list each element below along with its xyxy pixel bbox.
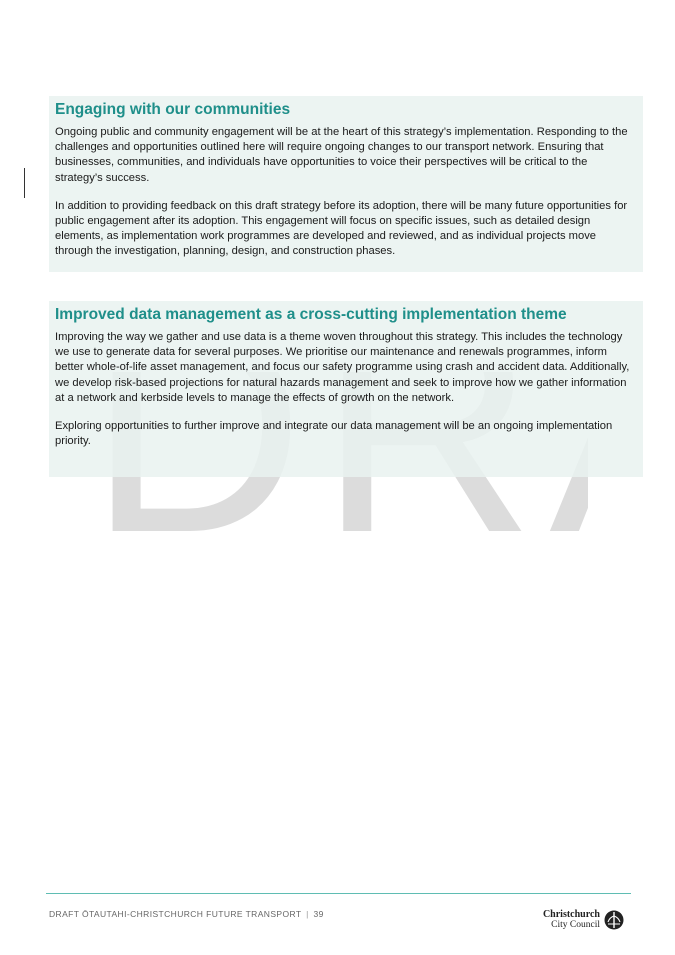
footer-separator: | (306, 909, 309, 919)
footer-divider (46, 893, 631, 894)
logo-line-2: City Council (551, 920, 600, 930)
footer-document-title (49, 909, 324, 919)
section-data-management (49, 301, 643, 477)
logo-wordmark (543, 910, 600, 930)
page-number: 39 (313, 909, 324, 919)
section-paragraph: Improving the way we gather and use data is a theme woven throughout this strategy. This includes the technology we use to generate data for several purposes. We prioritise our maintenance and renewals programmes, inform better whole-of-life asset management, and focus our safety programme using crash and accident data. Additionally, we develop risk-based projections for natural hazards management and seek to improve how we gather information at a network and kerbside levels to manage the effects of growth on the network. (55, 331, 630, 404)
section-heading: Improved data management as a cross-cutting implementation theme (55, 306, 567, 323)
council-emblem-icon (604, 910, 624, 930)
section-heading: Engaging with our communities (55, 101, 291, 118)
christchurch-city-council-logo (540, 908, 630, 934)
footer-title: DRAFT ŌTAUTAHI-CHRISTCHURCH FUTURE TRANSPORT (49, 909, 302, 919)
section-paragraph: Exploring opportunities to further improve and integrate our data management will be an ongoing implementation priority. (55, 420, 613, 448)
section-paragraph: Ongoing public and community engagement will be at the heart of this strategy’s implementation. Responding to the challenges and opportunities outlined here will require ongoing changes to our transport network. Ensuring that businesses, communities, and individuals have opportunities to voice their perspectives will be critical to the strategy’s success. (55, 126, 628, 184)
revision-change-bar (24, 168, 25, 198)
section-paragraph: In addition to providing feedback on this draft strategy before its adoption, there will be many future opportunities for public engagement after its adoption. This engagement will focus on specific issues, such as detailed design elements, as implementation work programmes are developed and reviewed, and as individual projects move through the investigation, planning, design, and construction phases. (55, 199, 628, 258)
logo-line-1: Christchurch (542, 909, 600, 920)
section-engaging-communities (49, 96, 643, 272)
